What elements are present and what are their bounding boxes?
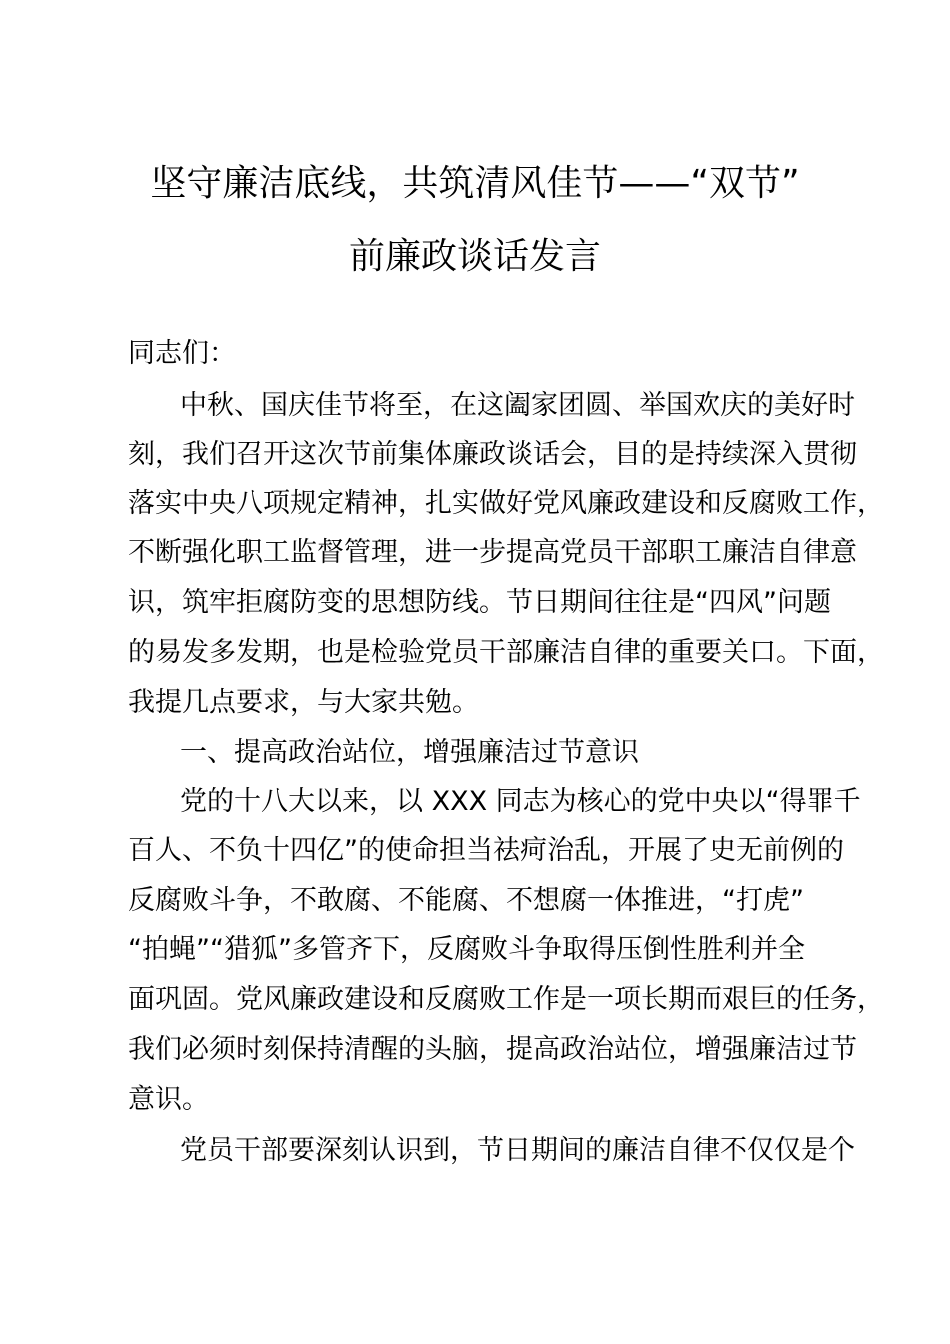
paragraph-line: 的易发多发期，也是检验党员干部廉洁自律的重要关口。下面， — [128, 637, 884, 668]
paragraph-line: 党员干部要深刻认识到，节日期间的廉洁自律不仅仅是个 — [180, 1135, 855, 1166]
paragraph-line: 识，筑牢拒腐防变的思想防线。节日期间往往是“四风”问题 — [128, 587, 831, 618]
paragraph-line: 面巩固。党风廉政建设和反腐败工作是一项长期而艰巨的任务， — [128, 984, 884, 1015]
paragraph-line: 我们必须时刻保持清醒的头脑，提高政治站位，增强廉洁过节 — [128, 1034, 857, 1065]
paragraph-line: 百人、不负十四亿”的使命担当祛疴治乱，开展了史无前例的 — [128, 835, 844, 866]
paragraph-line: 中秋、国庆佳节将至，在这阖家团圆、举国欢庆的美好时 — [180, 390, 855, 421]
paragraph-line: 党的十八大以来，以 XXX 同志为核心的党中央以“得罪千 — [180, 786, 861, 817]
paragraph-line: 落实中央八项规定精神，扎实做好党风廉政建设和反腐败工作， — [128, 488, 884, 519]
paragraph-line: 刻，我们召开这次节前集体廉政谈话会，目的是持续深入贯彻 — [128, 439, 857, 470]
paragraph-line: 意识。 — [128, 1084, 209, 1115]
paragraph-line: 我提几点要求，与大家共勉。 — [128, 687, 479, 718]
document-title-line-2: 前廉政谈话发言 — [348, 236, 601, 277]
paragraph-line: 不断强化职工监督管理，进一步提高党员干部职工廉洁自律意 — [128, 537, 857, 568]
section-heading: 一、提高政治站位，增强廉洁过节意识 — [180, 737, 639, 768]
document-title-line-1: 坚守廉洁底线，共筑清风佳节——“双节” — [150, 163, 800, 204]
paragraph-line: 反腐败斗争，不敢腐、不能腐、不想腐一体推进，“打虎” — [128, 885, 804, 916]
salutation: 同志们： — [128, 338, 236, 369]
paragraph-line: “拍蝇”“猎狐”多管齐下，反腐败斗争取得压倒性胜利并全 — [128, 934, 805, 965]
